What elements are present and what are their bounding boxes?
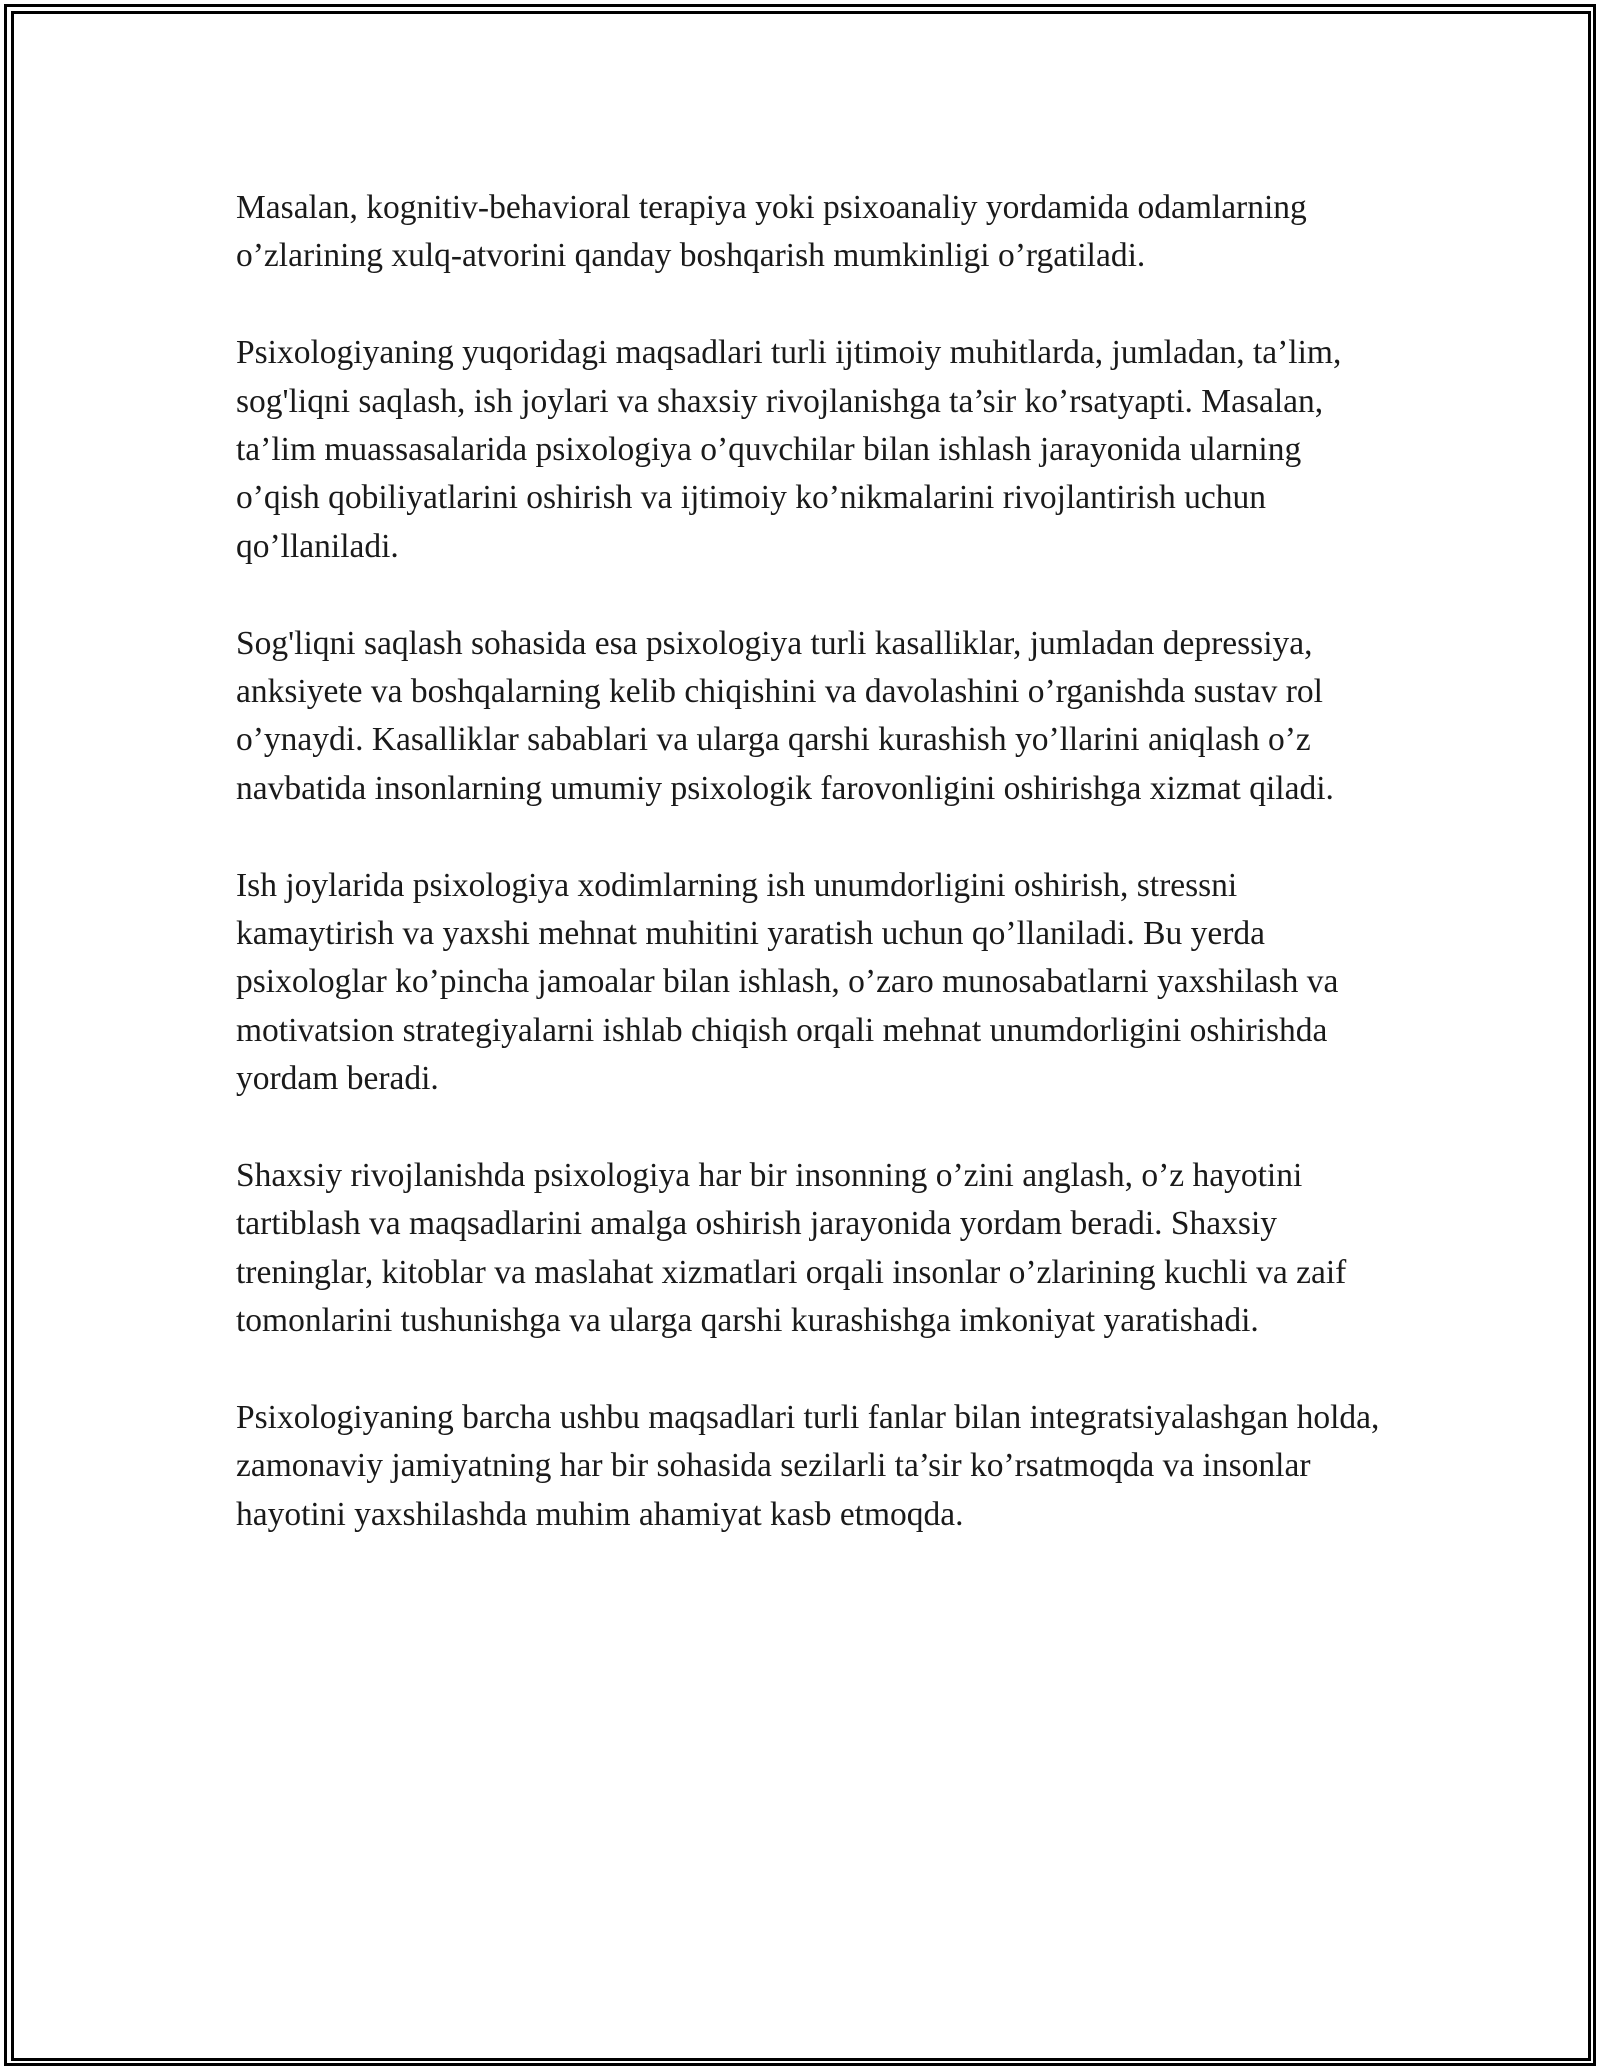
document-body — [236, 184, 1386, 1588]
paragraph-2: Psixologiyaning yuqoridagi maqsadlari turli ijtimoiy muhitlarda, jumladan, ta’lim, sog'liqni saqlash, ish joylari va shaxsiy rivojlanishga ta’sir ko’rsatyapti. Masalan, ta’lim muassasalarida psixologiya o’quvchilar bilan ishlash jarayonida ularning o’qish qobiliyatlarini oshirish va ijtimoiy ko’nikmalarini rivojlantirish uchun qo’llaniladi. — [236, 334, 1342, 565]
paragraph-5: Shaxsiy rivojlanishda psixologiya har bir insonning o’zini anglash, o’z hayotini tartiblash va maqsadlarini amalga oshirish jarayonida yordam beradi. Shaxsiy treninglar, kitoblar va maslahat xizmatlari orqali insonlar o’zlarining kuchli va zaif tomonlarini tushunishga va ularga qarshi kurashishga imkoniyat yaratishadi. — [236, 1157, 1347, 1340]
paragraph-1: Masalan, kognitiv-behavioral terapiya yoki psixoanaliy yordamida odamlarning o’zlarining xulq-atvorini qanday boshqarish mumkinligi o’rgatiladi. — [236, 189, 1307, 275]
paragraph-4: Ish joylarida psixologiya xodimlarning ish unumdorligini oshirish, stressni kamaytirish va yaxshi mehnat muhitini yaratish uchun qo’llaniladi. Bu yerda psixologlar ko’pincha jamoalar bilan ishlash, o’zaro munosabatlarni yaxshilash va motivatsion strategiyalarni ishlab chiqish orqali mehnat unumdorligini oshirishda yordam beradi. — [236, 866, 1339, 1098]
paragraph-3: Sog'liqni saqlash sohasida esa psixologiya turli kasalliklar, jumladan depressiya, anksiyete va boshqalarning kelib chiqishini va davolashini o’rganishda sustav rol o’ynaydi. Kasalliklar sabablari va ularga qarshi kurashish yo’llarini aniqlash o’z navbatida insonlarning umumiy psixologik farovonligini oshirishga xizmat qiladi. — [236, 624, 1334, 807]
paragraph-6: Psixologiyaning barcha ushbu maqsadlari turli fanlar bilan integratsiyalashgan holda, zamonaviy jamiyatning har bir sohasida sezilarli ta’sir ko’rsatmoqda va insonlar hayotini yaxshilashda muhim ahamiyat kasb etmoqda. — [236, 1399, 1380, 1533]
